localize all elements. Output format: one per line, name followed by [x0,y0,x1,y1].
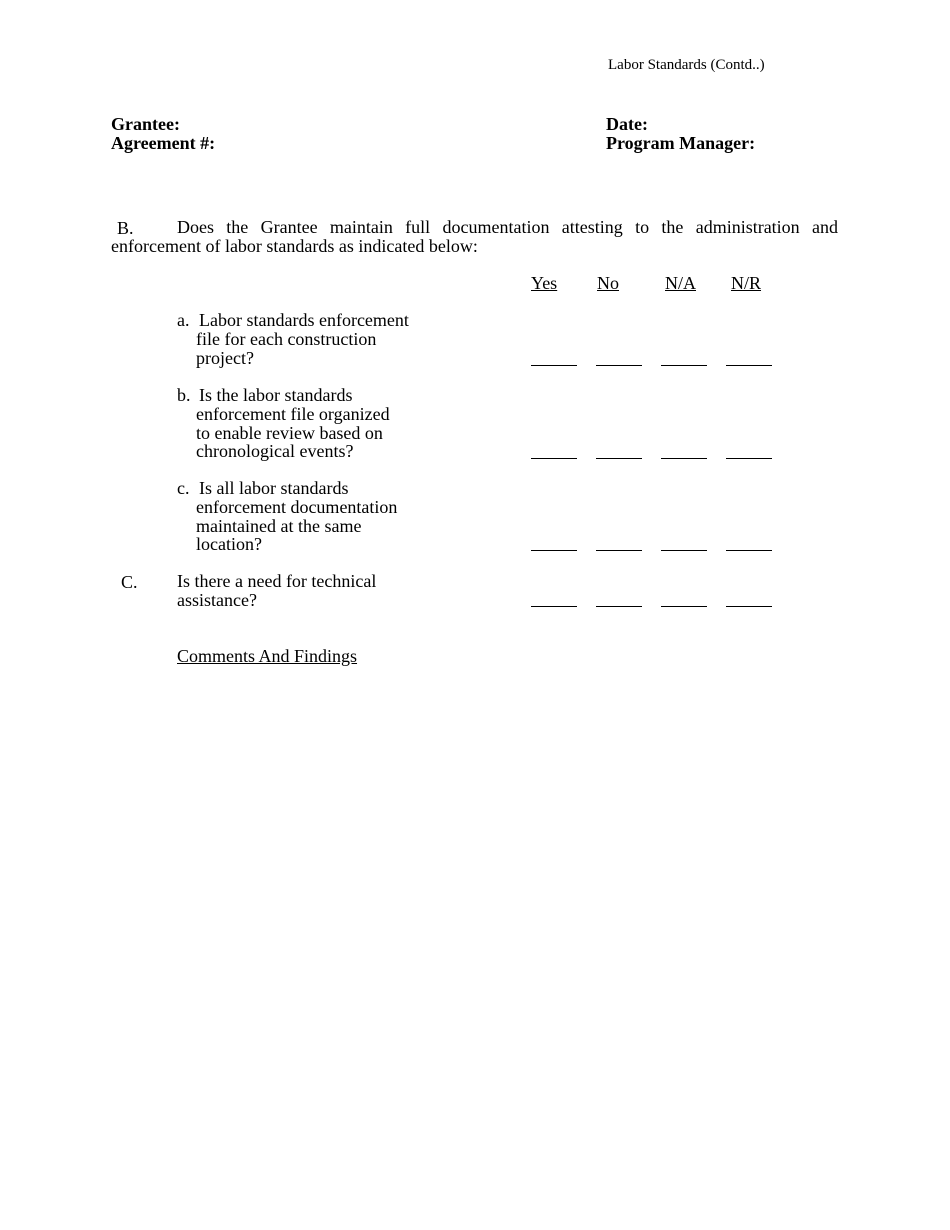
item-b-nr-blank[interactable] [726,458,772,459]
item-c-line2: enforcement documentation [196,497,398,517]
section-c-no-blank[interactable] [596,606,642,607]
item-a-line3: project? [196,348,254,368]
item-b-line2: enforcement file organized [196,404,390,424]
section-c-nr-blank[interactable] [726,606,772,607]
item-c-line4: location? [196,534,262,554]
item-b-yes-blank[interactable] [531,458,577,459]
date-label: Date: [606,114,648,134]
section-b-question-line1: Does the Grantee maintain full documentation attesting to the administration and [177,217,838,237]
comments-heading: Comments And Findings [177,646,358,666]
section-b-question-line2: enforcement of labor standards as indicated below: [111,236,478,256]
item-b-line3: to enable review based on [196,423,383,443]
section-c-line1: Is there a need for technical [177,571,377,591]
section-c-label: C. [121,572,138,592]
item-c-line3: maintained at the same [196,516,362,536]
section-c-na-blank[interactable] [661,606,707,607]
column-na: N/A [665,273,696,293]
running-header: Labor Standards (Contd..) [608,57,765,73]
item-a-nr-blank[interactable] [726,365,772,366]
item-c-na-blank[interactable] [661,550,707,551]
item-c-letter: c. [177,478,190,498]
item-a-line1: Labor standards enforcement [199,310,409,330]
item-a-line2: file for each construction [196,329,377,349]
column-yes: Yes [531,273,558,293]
item-c-nr-blank[interactable] [726,550,772,551]
item-b-letter: b. [177,385,191,405]
section-b-question [111,218,838,256]
section-b-label: B. [117,218,134,238]
column-no: No [597,273,619,293]
section-c-line2: assistance? [177,590,257,610]
grantee-label: Grantee: [111,114,180,134]
item-b-na-blank[interactable] [661,458,707,459]
item-b-no-blank[interactable] [596,458,642,459]
item-a-na-blank[interactable] [661,365,707,366]
item-c-yes-blank[interactable] [531,550,577,551]
item-b-line1: Is the labor standards [199,385,353,405]
column-nr: N/R [731,273,762,293]
item-a-yes-blank[interactable] [531,365,577,366]
item-a-letter: a. [177,310,190,330]
section-c-yes-blank[interactable] [531,606,577,607]
item-b-line4: chronological events? [196,441,354,461]
agreement-label: Agreement #: [111,133,216,153]
item-c-no-blank[interactable] [596,550,642,551]
item-a-no-blank[interactable] [596,365,642,366]
program-manager-label: Program Manager: [606,133,756,153]
item-c-line1: Is all labor standards [199,478,349,498]
